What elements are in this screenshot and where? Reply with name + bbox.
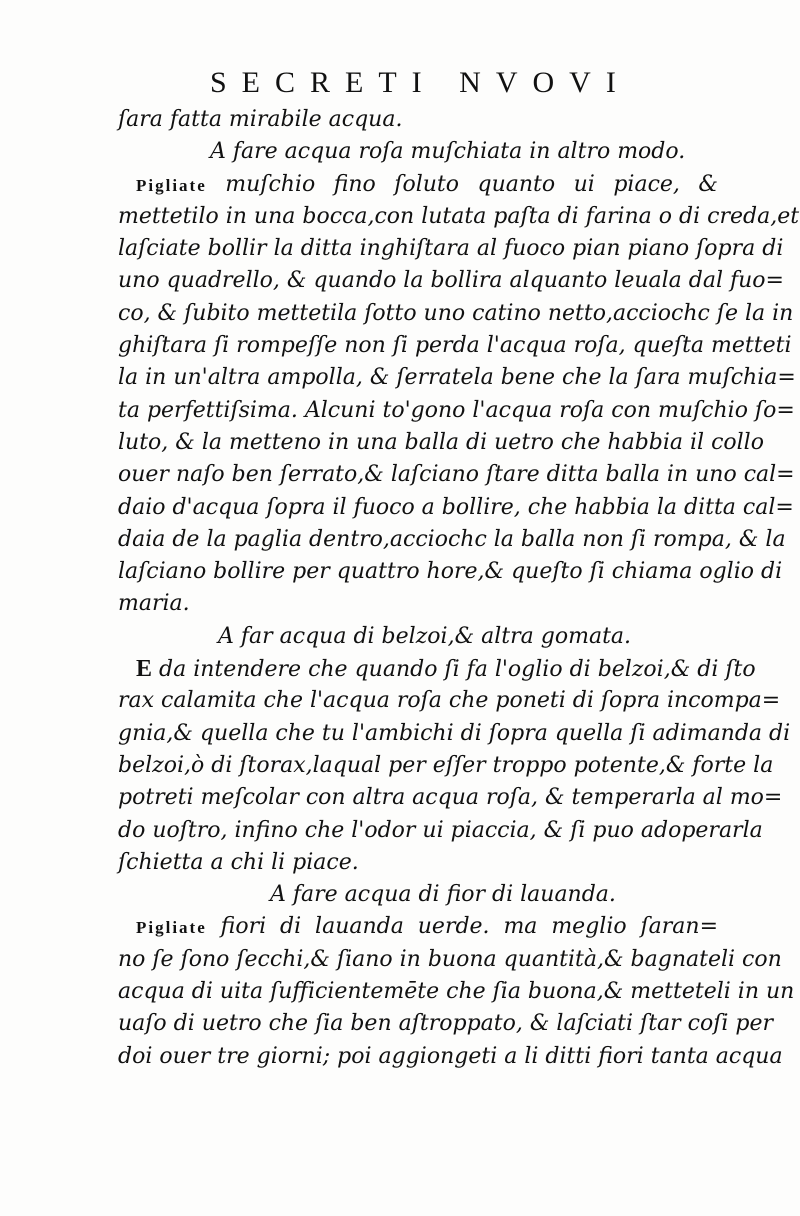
- text-line: [118, 265, 784, 297]
- text-block: [118, 104, 800, 1073]
- text-line: [118, 233, 784, 265]
- line-text: la in un'altra ampolla, & ſerratela bene che la ſara muſchia=: [118, 365, 796, 391]
- section-heading: [118, 136, 718, 168]
- text-line: [118, 944, 782, 976]
- line-text: mettetilo in una bocca,con lutata paſta di farina o di creda,et: [118, 203, 800, 229]
- text-line: [118, 911, 718, 943]
- text-line: [118, 1008, 774, 1040]
- text-line: [118, 815, 763, 847]
- line-text: A fare acqua di fior di lauanda.: [270, 882, 616, 908]
- running-head: SECRETI NVOVI: [210, 66, 631, 99]
- line-text: A far acqua di belzoi,& altra gomata.: [218, 623, 632, 649]
- line-text: acqua di uita ſufficientemēte che ſia buona,& metteteli in un: [118, 979, 795, 1005]
- text-line: [118, 653, 756, 685]
- text-line: [118, 782, 783, 814]
- text-line: [118, 298, 794, 330]
- line-text: gnia,& quella che tu l'ambichi di ſopra quella ſi adimanda di: [118, 720, 791, 746]
- line-text: uaſo di uetro che ſia ben aſtroppato, & laſciati ſtar coſi per: [118, 1011, 774, 1037]
- line-text: A fare acqua roſa muſchiata in altro modo.: [210, 139, 686, 165]
- line-text: luto, & la metteno in una balla di uetro che habbia il collo: [118, 429, 764, 455]
- line-text: fiori di lauanda uerde. ma meglio ſaran=: [206, 914, 718, 940]
- line-text: ſchietta a chi li piace.: [118, 849, 359, 875]
- text-line: [118, 362, 796, 394]
- text-line: [118, 395, 795, 427]
- paragraph-lead: Pigliate: [136, 175, 207, 195]
- text-line: [118, 459, 795, 491]
- line-text: ouer naſo ben ſerrato,& laſciano ſtare ditta balla in uno cal=: [118, 462, 795, 488]
- text-line: [118, 330, 792, 362]
- line-text: maria.: [118, 591, 190, 617]
- line-text: rax calamita che l'acqua roſa che poneti di ſopra incompa=: [118, 688, 781, 714]
- text-line: [118, 169, 718, 201]
- line-text: laſciano bollire per quattro hore,& queſto ſi chiama oglio di: [118, 559, 783, 585]
- line-text: belzoi,ò di ſtorax,laqual per eſſer troppo potente,& forte la: [118, 752, 774, 778]
- line-text: no ſe ſono ſecchi,& ſiano in buona quantità,& bagnateli con: [118, 946, 782, 972]
- text-line: [118, 750, 774, 782]
- line-text: co, & ſubito mettetila ſotto uno catino netto,acciochc ſe la in: [118, 300, 794, 326]
- line-text: ta perfettiſsima. Alcuni to'gono l'acqua roſa con muſchio ſo=: [118, 397, 795, 423]
- line-text: uno quadrello, & quando la bollira alquanto leuala dal fuo=: [118, 268, 784, 294]
- section-heading: [118, 879, 718, 911]
- text-line: [118, 427, 764, 459]
- line-text: potreti meſcolar con altra acqua roſa, & temperarla al mo=: [118, 785, 783, 811]
- line-text: ſara fatta mirabile acqua.: [118, 107, 403, 132]
- text-line: [118, 847, 718, 879]
- text-line: [118, 976, 795, 1008]
- line-text: daio d'acqua ſopra il fuoco a bollire, che habbia la ditta cal=: [118, 494, 794, 520]
- text-line: [118, 524, 786, 556]
- line-text: laſciate bollir la ditta inghiſtara al fuoco pian piano ſopra di: [118, 236, 784, 262]
- line-text: daia de la paglia dentro,acciochc la balla non ſi rompa, & la: [118, 526, 786, 552]
- line-text: do uoſtro, infino che l'odor ui piaccia, & ſi puo adoperarla: [118, 817, 763, 843]
- line-text: doi ouer tre giorni; poi aggiongeti a li ditti fiori tanta acqua: [118, 1043, 783, 1069]
- line-text: ghiſtara ſi rompeſſe non ſi perda l'acqua roſa, queſta metteti: [118, 333, 792, 359]
- line-text: da intendere che quando ſi fa l'oglio di belzoi,& di ſto: [152, 657, 756, 683]
- text-line: [118, 718, 791, 750]
- line-text: muſchio fino ſoluto quanto ui piace, &: [206, 171, 718, 197]
- text-line: [118, 685, 781, 717]
- text-line: [118, 556, 783, 588]
- text-line: [118, 1041, 783, 1073]
- paragraph-lead: Pigliate: [136, 918, 207, 938]
- text-line: [118, 104, 718, 136]
- paragraph-lead: E: [136, 656, 153, 683]
- section-heading: [118, 621, 718, 653]
- text-line: [118, 201, 800, 233]
- text-line: [118, 492, 794, 524]
- text-line: [118, 588, 718, 620]
